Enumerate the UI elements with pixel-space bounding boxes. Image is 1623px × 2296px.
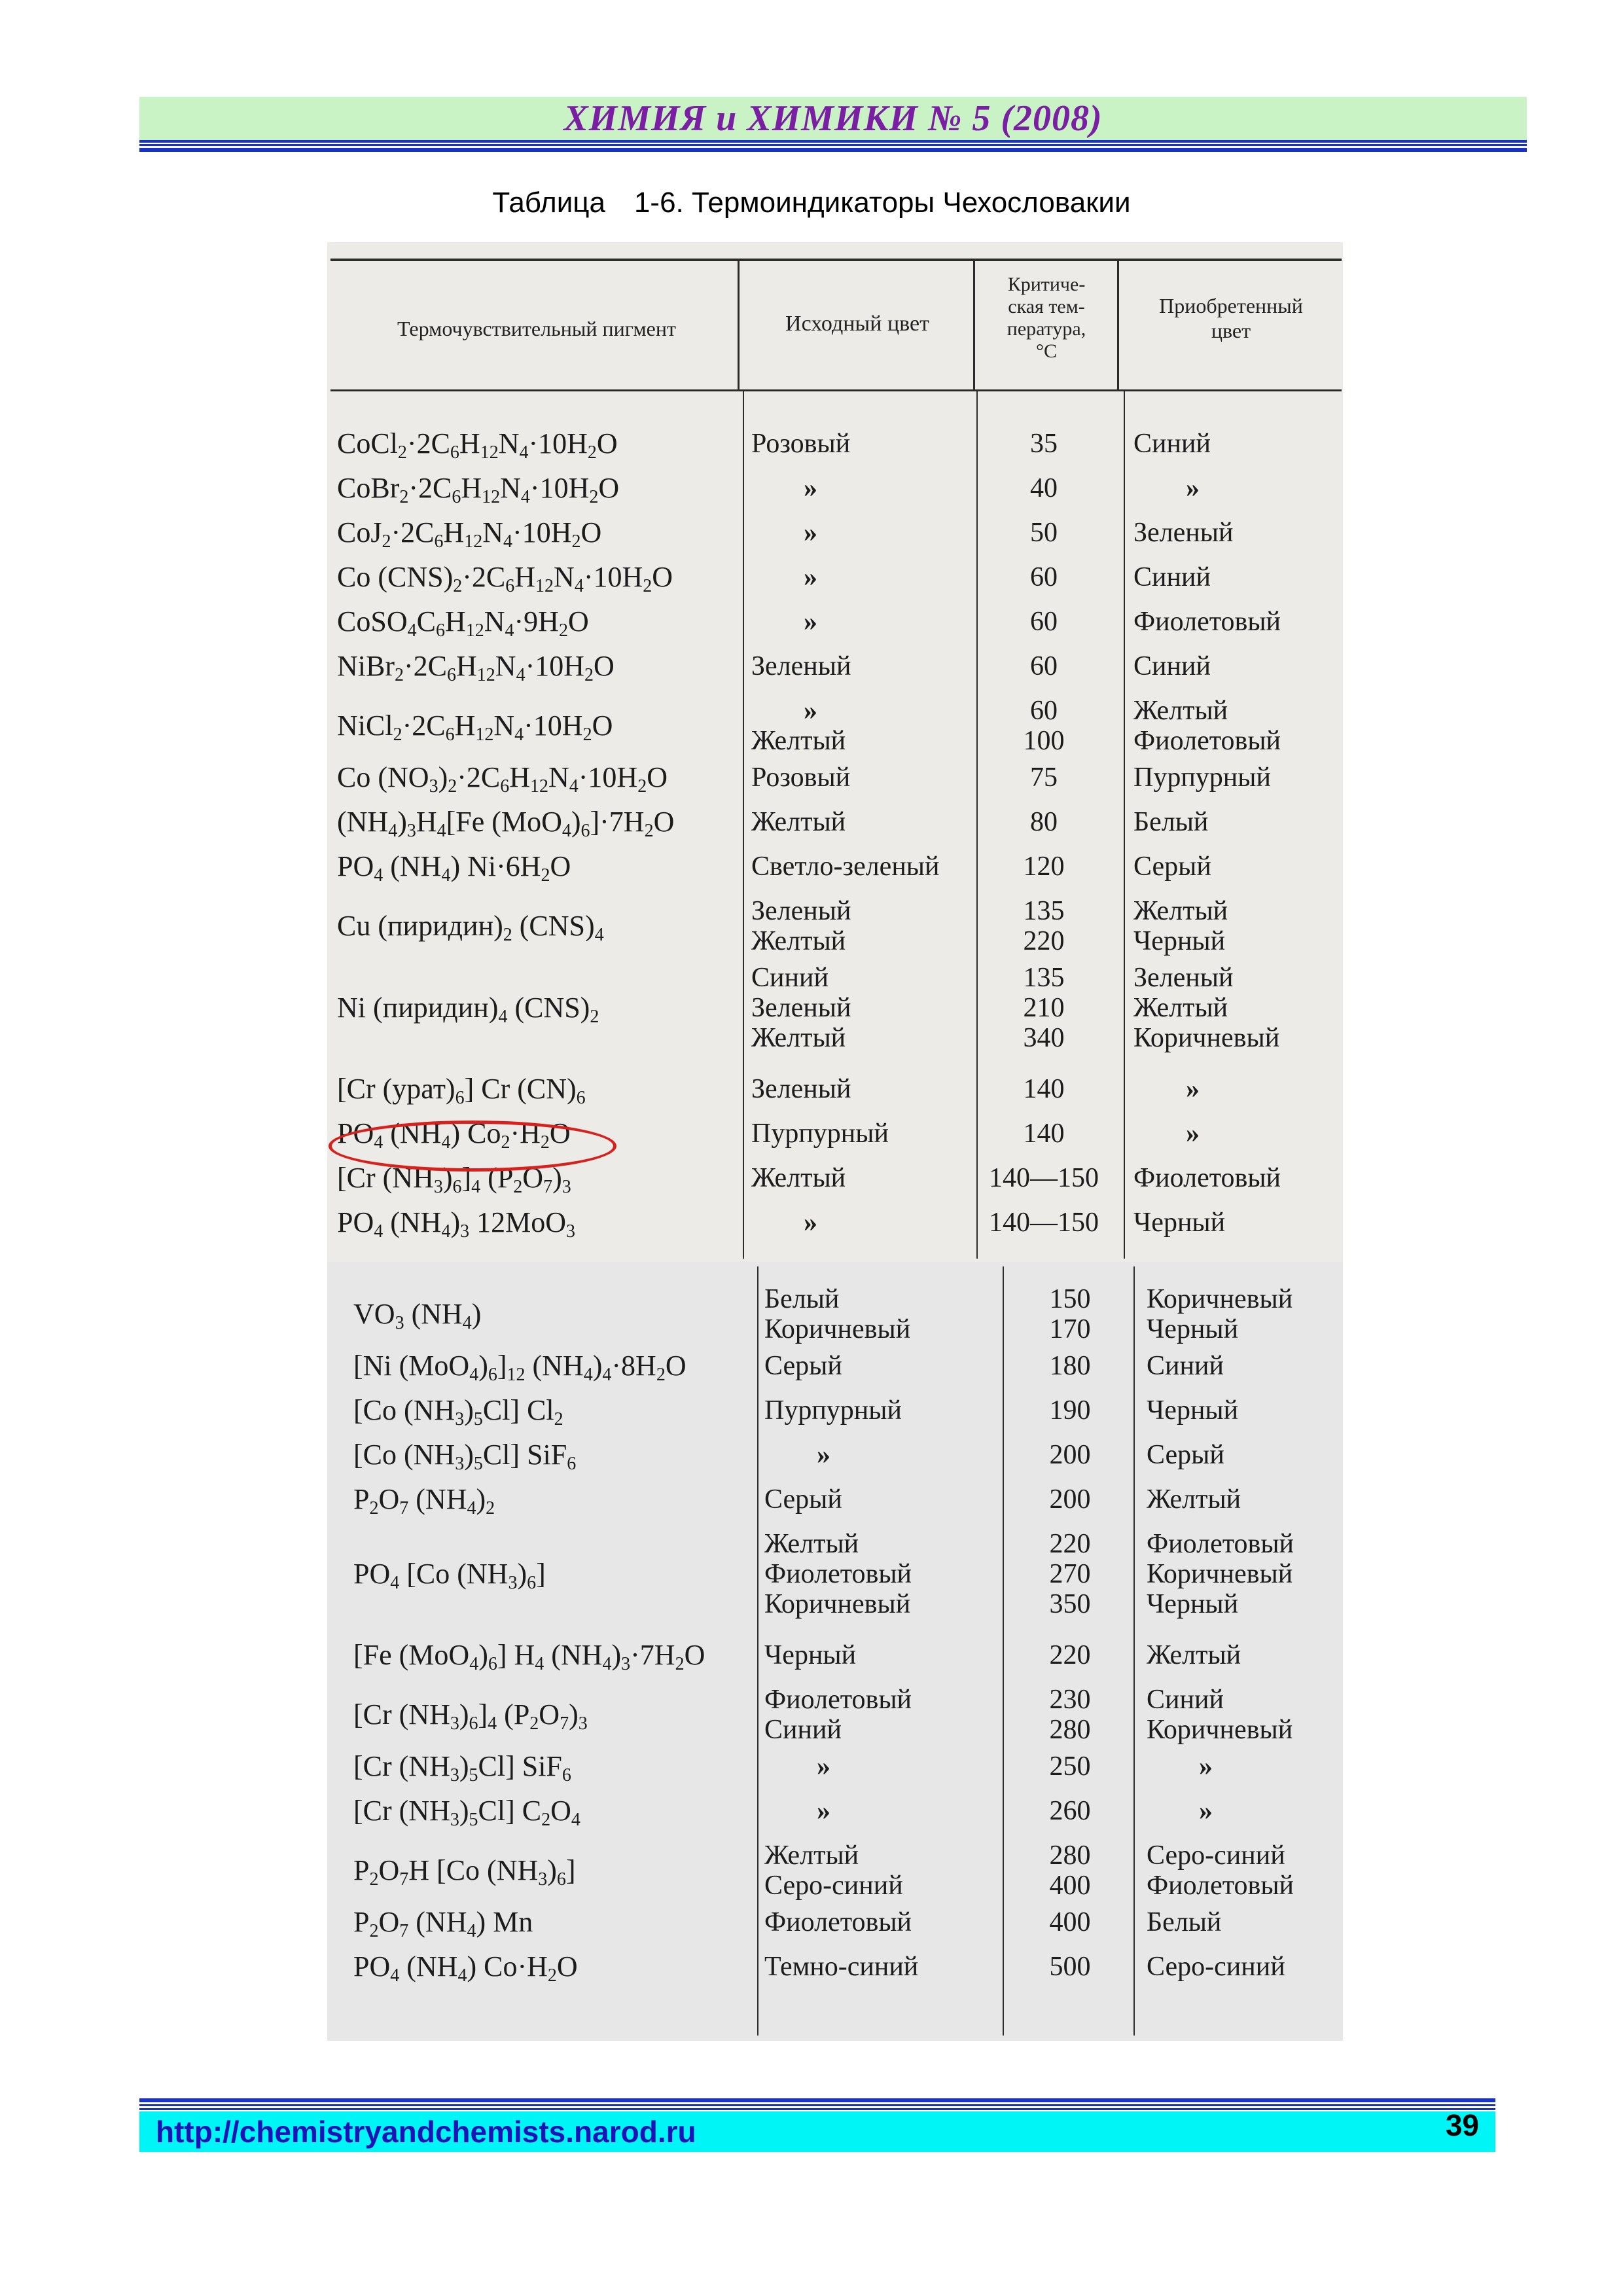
temperature-value: 400 xyxy=(1049,1907,1091,1937)
pigment-formula: [Cr $(урат)_6$] Cr $(CN)_6$ xyxy=(337,1073,586,1108)
initial-color: Желтый xyxy=(751,1023,846,1053)
final-color: Коричневый xyxy=(1147,1559,1293,1589)
pigment-formula: $PO_4$ $(NH_4)_3$ 12MoO$_3$ xyxy=(337,1206,576,1242)
pigment-formula: [Co $(NH_3)_5Cl$] SiF$_6$ xyxy=(353,1439,577,1474)
initial-color: Пурпурный xyxy=(764,1395,902,1426)
pigment-formula: $NiBr_2\cdot 2C_6H_{12}N_4\cdot 10H_2O$ xyxy=(337,650,615,685)
initial-color: Фиолетовый xyxy=(764,1907,912,1937)
final-color: Белый xyxy=(1147,1907,1222,1937)
final-color: Пурпурный xyxy=(1133,762,1271,793)
final-color: » xyxy=(1186,473,1200,503)
temperature-value: 340 xyxy=(1023,1023,1065,1053)
initial-color: Зеленый xyxy=(751,896,851,926)
final-color: Черный xyxy=(1133,926,1226,956)
footer-rule xyxy=(139,2098,1495,2102)
initial-color: » xyxy=(804,1208,817,1238)
pigment-formula: [Ni $(MoO_4)_6]_{12}$ $(NH_4)_4\cdot 8H_2O$ xyxy=(353,1350,687,1385)
column-header-line: ская тем- xyxy=(1008,296,1085,317)
initial-color: Фиолетовый xyxy=(764,1559,912,1589)
footer-rule xyxy=(139,2104,1495,2106)
footer-url-link[interactable]: http://chemistryandchemists.narod.ru xyxy=(156,2115,696,2149)
pigment-formula: Co $(NO_3)_2\cdot 2C_6H_{12}N_4\cdot 10H_2O$ xyxy=(337,761,668,797)
final-color: Желтый xyxy=(1133,896,1228,926)
temperature-value: 135 xyxy=(1023,896,1065,926)
table-caption-text: 1-6. Термоиндикаторы Чехословакии xyxy=(633,187,1131,219)
pigment-formula: [Cr $(NH_3)_5Cl$] $C_2O_4$ xyxy=(353,1795,580,1830)
initial-color: Желтый xyxy=(751,1163,846,1193)
final-color: » xyxy=(1199,1796,1213,1826)
table-caption-label: Таблица xyxy=(492,187,605,219)
column-divider xyxy=(743,391,744,1259)
header-rule xyxy=(139,144,1527,146)
column-divider xyxy=(1124,391,1125,1259)
pigment-formula: Co $(CNS)_2\cdot 2C_6H_{12}N_4\cdot 10H_2O$ xyxy=(337,561,673,596)
temperature-value: 60 xyxy=(1030,562,1058,592)
page-number: 39 xyxy=(1445,2108,1479,2142)
column-divider xyxy=(757,1266,758,2036)
pigment-formula: [Fe $(MoO_4)_6$] $H_4$ $(NH_4)_3\cdot 7H_2O$ xyxy=(353,1639,705,1674)
initial-color: Черный xyxy=(764,1640,857,1670)
temperature-value: 280 xyxy=(1049,1840,1091,1871)
temperature-value: 140—150 xyxy=(989,1208,1099,1238)
initial-color: Пурпурный xyxy=(751,1119,889,1149)
pigment-formula: [Cr $(NH_3)_6]_4$ $(P_2O_7)_3$ xyxy=(337,1162,571,1197)
pigment-formula: $P_2O_7$ $(NH_4)$ Mn xyxy=(353,1906,533,1941)
temperature-value: 60 xyxy=(1030,607,1058,637)
initial-color: Желтый xyxy=(764,1840,859,1871)
initial-color: » xyxy=(804,607,817,637)
column-header-final-color xyxy=(1120,293,1342,343)
header-rule xyxy=(139,140,1527,143)
column-divider xyxy=(1117,260,1119,389)
temperature-value: 140—150 xyxy=(989,1163,1099,1193)
temperature-value: 200 xyxy=(1049,1440,1091,1470)
column-divider xyxy=(738,260,740,389)
temperature-value: 230 xyxy=(1049,1685,1091,1715)
final-color: Белый xyxy=(1133,807,1209,837)
initial-color: » xyxy=(804,518,817,548)
temperature-value: 500 xyxy=(1049,1952,1091,1982)
temperature-value: 60 xyxy=(1030,696,1058,726)
initial-color: Светло-зеленый xyxy=(751,852,940,882)
initial-color: Зеленый xyxy=(751,1074,851,1104)
final-color: Черный xyxy=(1133,1208,1226,1238)
temperature-value: 170 xyxy=(1049,1314,1091,1344)
table-caption xyxy=(0,183,1623,223)
initial-color: Серо-синий xyxy=(764,1871,903,1901)
temperature-value: 60 xyxy=(1030,651,1058,681)
pigment-formula: $P_2O_7$ $(NH_4)_2$ xyxy=(353,1483,495,1518)
initial-color: Желтый xyxy=(751,926,846,956)
initial-color: Коричневый xyxy=(764,1589,911,1619)
temperature-value: 200 xyxy=(1049,1484,1091,1515)
column-divider xyxy=(973,260,975,389)
temperature-value: 270 xyxy=(1049,1559,1091,1589)
initial-color: Желтый xyxy=(764,1529,859,1559)
final-color: Серо-синий xyxy=(1147,1840,1285,1871)
temperature-value: 50 xyxy=(1030,518,1058,548)
initial-color: Зеленый xyxy=(751,993,851,1023)
column-header-pigment: Термочувствительный пигмент xyxy=(397,317,676,340)
temperature-value: 140 xyxy=(1023,1119,1065,1149)
column-header-line: °С xyxy=(1035,340,1057,362)
column-header-line: пература, xyxy=(1007,318,1086,340)
highlight-circle xyxy=(329,1117,616,1172)
temperature-value: 180 xyxy=(1049,1351,1091,1381)
pigment-formula: Ni $(пиридин)_4$ $(CNS)_2$ xyxy=(337,992,599,1027)
initial-color: » xyxy=(817,1796,830,1826)
column-header-line: Приобретенный xyxy=(1159,294,1303,317)
final-color: Серо-синий xyxy=(1147,1952,1285,1982)
initial-color: Зеленый xyxy=(751,651,851,681)
temperature-value: 220 xyxy=(1049,1529,1091,1559)
final-color: Коричневый xyxy=(1147,1284,1293,1314)
initial-color: » xyxy=(817,1751,830,1782)
pigment-formula: [Cr $(NH_3)_6]_4$ $(P_2O_7)_3$ xyxy=(353,1698,588,1734)
final-color: » xyxy=(1186,1074,1200,1104)
initial-color: Серый xyxy=(764,1351,842,1381)
pigment-formula: [Cr $(NH_3)_5Cl$] SiF$_6$ xyxy=(353,1750,571,1785)
final-color: Фиолетовый xyxy=(1147,1529,1294,1559)
final-color: Синий xyxy=(1133,562,1211,592)
initial-color: Розовый xyxy=(751,429,851,459)
temperature-value: 40 xyxy=(1030,473,1058,503)
final-color: Синий xyxy=(1147,1351,1224,1381)
column-header-initial-color: Исходный цвет xyxy=(785,312,929,336)
final-color: » xyxy=(1186,1119,1200,1149)
pigment-formula: $CoBr_2\cdot 2C_6H_{12}N_4\cdot 10H_2O$ xyxy=(337,472,620,507)
table-header-rule xyxy=(330,389,1342,391)
footer-rule xyxy=(139,2108,1495,2110)
temperature-value: 80 xyxy=(1030,807,1058,837)
temperature-value: 220 xyxy=(1049,1640,1091,1670)
pigment-formula: $P_2O_7H$ [Co $(NH_3)_6$] xyxy=(353,1854,576,1890)
temperature-value: 35 xyxy=(1030,429,1058,459)
final-color: Черный xyxy=(1147,1395,1239,1426)
initial-color: Синий xyxy=(764,1715,842,1745)
initial-color: Розовый xyxy=(751,762,851,793)
final-color: Зеленый xyxy=(1133,963,1234,993)
temperature-value: 135 xyxy=(1023,963,1065,993)
column-header-line: цвет xyxy=(1211,319,1251,342)
initial-color: Желтый xyxy=(751,807,846,837)
final-color: Фиолетовый xyxy=(1133,607,1281,637)
temperature-value: 75 xyxy=(1030,762,1058,793)
pigment-formula: $PO_4$ $(NH_4)$ $Co_2\cdot H_2O$ xyxy=(337,1117,571,1153)
initial-color: Серый xyxy=(764,1484,842,1515)
pigment-formula: $CoCl_2\cdot 2C_6H_{12}N_4\cdot 10H_2O$ xyxy=(337,427,618,463)
initial-color: Темно-синий xyxy=(764,1952,919,1982)
temperature-value: 250 xyxy=(1049,1751,1091,1782)
final-color: Желтый xyxy=(1147,1484,1241,1515)
final-color: Фиолетовый xyxy=(1133,1163,1281,1193)
final-color: Желтый xyxy=(1133,993,1228,1023)
header-rule xyxy=(139,148,1527,152)
final-color: Синий xyxy=(1133,651,1211,681)
pigment-formula: $CoSO_4C_6H_{12}N_4\cdot 9H_2O$ xyxy=(337,605,589,641)
final-color: Синий xyxy=(1133,429,1211,459)
final-color: Зеленый xyxy=(1133,518,1234,548)
final-color: Серый xyxy=(1133,852,1211,882)
initial-color: Белый xyxy=(764,1284,840,1314)
column-header-critical-temp xyxy=(976,274,1116,363)
initial-color: » xyxy=(804,473,817,503)
initial-color: » xyxy=(804,696,817,726)
pigment-formula: $PO_4$ [Co $(NH_3)_6$] xyxy=(353,1558,546,1593)
initial-color: Синий xyxy=(751,963,829,993)
column-divider xyxy=(1003,1266,1004,2036)
final-color: Черный xyxy=(1147,1589,1239,1619)
pigment-formula: [Co $(NH_3)_5Cl$] $Cl_2$ xyxy=(353,1394,563,1429)
initial-color: » xyxy=(804,562,817,592)
temperature-value: 190 xyxy=(1049,1395,1091,1426)
pigment-formula: $VO_3$ $(NH_4)$ xyxy=(353,1298,482,1333)
temperature-value: 350 xyxy=(1049,1589,1091,1619)
temperature-value: 210 xyxy=(1023,993,1065,1023)
temperature-value: 150 xyxy=(1049,1284,1091,1314)
final-color: Коричневый xyxy=(1147,1715,1293,1745)
pigment-formula: $NiCl_2\cdot 2C_6H_{12}N_4\cdot 10H_2O$ xyxy=(337,709,613,745)
final-color: Черный xyxy=(1147,1314,1239,1344)
temperature-value: 100 xyxy=(1023,726,1065,756)
initial-color: » xyxy=(817,1440,830,1470)
temperature-value: 220 xyxy=(1023,926,1065,956)
initial-color: Коричневый xyxy=(764,1314,911,1344)
final-color: Серый xyxy=(1147,1440,1224,1470)
final-color: Фиолетовый xyxy=(1133,726,1281,756)
temperature-value: 140 xyxy=(1023,1074,1065,1104)
pigment-formula: Cu $(пиридин)_2$ $(CNS)_4$ xyxy=(337,910,604,945)
temperature-value: 120 xyxy=(1023,852,1065,882)
initial-color: Фиолетовый xyxy=(764,1685,912,1715)
temperature-value: 280 xyxy=(1049,1715,1091,1745)
temperature-value: 260 xyxy=(1049,1796,1091,1826)
final-color: Желтый xyxy=(1147,1640,1241,1670)
final-color: Желтый xyxy=(1133,696,1228,726)
final-color: Фиолетовый xyxy=(1147,1871,1294,1901)
final-color: Коричневый xyxy=(1133,1023,1280,1053)
temperature-value: 400 xyxy=(1049,1871,1091,1901)
final-color: Синий xyxy=(1147,1685,1224,1715)
pigment-formula: $PO_4$ $(NH_4)$ $Co\cdot H_2O$ xyxy=(353,1950,578,1986)
initial-color: Желтый xyxy=(751,726,846,756)
final-color: » xyxy=(1199,1751,1213,1782)
pigment-formula: $PO_4$ $(NH_4)$ $Ni\cdot 6H_2O$ xyxy=(337,850,571,886)
column-header-line: Критиче- xyxy=(1007,274,1086,295)
pigment-formula: $CoJ_2\cdot 2C_6H_{12}N_4\cdot 10H_2O$ xyxy=(337,516,602,552)
column-divider xyxy=(976,391,978,1259)
pigment-formula: $(NH_4)_3H_4[Fe$ $(MoO_4)_6]\cdot 7H_2O$ xyxy=(337,806,675,841)
journal-title: ХИМИЯ и ХИМИКИ № 5 (2008) xyxy=(563,98,1103,139)
table-top-rule xyxy=(330,259,1342,261)
